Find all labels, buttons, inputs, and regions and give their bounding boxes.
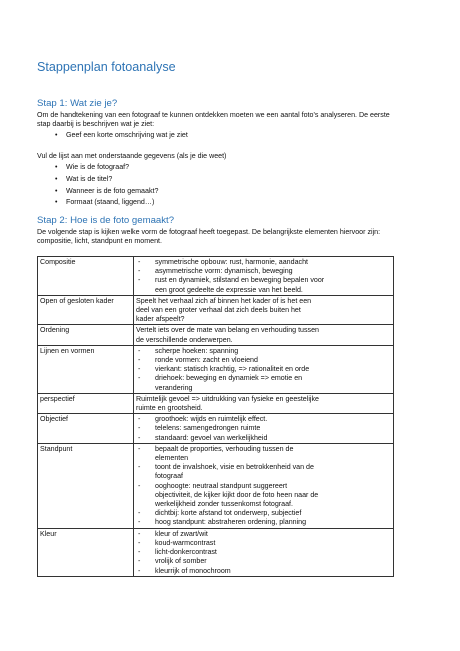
dash-item: - rust en dynamiek, stilstand en beweging bepalen voor [136,276,391,285]
dash-item: - koud-warmcontrast [136,539,391,548]
dash-item: - vrolijk of somber [136,557,391,566]
row-description [134,257,394,296]
row-label: Objectief [38,414,134,444]
step2-heading: Stap 2: Hoe is de foto gemaakt? [37,215,175,226]
table-row [38,325,394,345]
dash-item: - ooghoogte: neutraal standpunt suggereert [136,482,391,491]
description-line: een groot gedeelte de expressie van het beeld. [155,285,303,294]
dash-item: - hoog standpunt: abstraheren ordening, planning [136,518,391,527]
step1-heading: Stap 1: Wat zie je? [37,98,118,109]
dash-item: - driehoek: beweging en dynamiek => emotie en [136,374,391,383]
dash-item: - standaard: gevoel van werkelijkheid [136,434,391,443]
description-line: verandering [155,383,193,392]
dash-item: - symmetrische opbouw: rust, harmonie, aandacht [136,258,391,267]
row-description [134,325,394,345]
row-label: Lijnen en vormen [38,345,134,393]
row-description [134,414,394,444]
description-line: ruimte en grootsheid. [136,404,203,413]
dash-item: - kleurrijk of monochroom [136,567,391,576]
dash-item: - scherpe hoeken: spanning [136,347,391,356]
table-row [38,257,394,296]
description-line: Vertelt iets over de mate van belang en verhouding tussen [136,326,319,335]
step1-item: • Wie is de fotograaf? [66,162,397,174]
description-line: werkelijkheid zonder tussenkomst fotograaf. [155,500,294,509]
description-line: objectiviteit, de kijker kijkt door de foto heen naar de [155,490,319,499]
step1-bullet: • Geef een korte omschrijving wat je ziet [66,130,397,142]
row-label: perspectief [38,393,134,413]
step1-list-intro: Vul de lijst aan met onderstaande gegevens (als je die weet) [37,152,227,161]
description-line: Ruimtelijk gevoel => uitdrukking van fysieke en geestelijke [136,394,319,403]
step1-intro: Om de handtekening van een fotograaf te kunnen ontdekken moeten we een aantal foto's analyseren. De eerste stap daarbij is beschrijven wat je ziet: [37,111,390,129]
row-description [134,528,394,576]
row-description [134,345,394,393]
dash-item: - groothoek: wijds en ruimtelijk effect. [136,415,391,424]
dash-item: - ronde vormen: zacht en vloeiend [136,356,391,365]
table-row [38,528,394,576]
row-description [134,443,394,528]
table-row [38,414,394,444]
dash-item: - bepaalt de proporties, verhouding tussen de [136,445,391,454]
description-line: kader afspeelt? [136,315,185,324]
step1-bullet-list [37,130,397,142]
dash-item: - licht-donkercontrast [136,548,391,557]
step1-item: • Wanneer is de foto gemaakt? [66,186,397,198]
step2-intro: De volgende stap is kijken welke vorm de fotograaf heeft toegepast. De belangrijkste elementen hiervoor zijn: compositie, licht, standpunt en moment. [37,228,381,246]
dash-item: - kleur of zwart/wit [136,530,391,539]
dash-item: - toont de invalshoek, visie en betrokkenheid van de [136,463,391,472]
row-label: Open of gesloten kader [38,295,134,325]
table-row [38,345,394,393]
row-label: Standpunt [38,443,134,528]
step1-section [37,98,397,209]
dash-item: - dichtbij: korte afstand tot onderwerp, subjectief [136,509,391,518]
dash-item: - asymmetrische vorm: dynamisch, beweging [136,267,391,276]
description-line: de verschillende onderwerpen. [136,335,233,344]
row-label: Kleur [38,528,134,576]
row-label: Ordening [38,325,134,345]
description-line: fotograaf [155,472,184,481]
step2-section [37,215,397,247]
step1-item: • Formaat (staand, liggend…) [66,197,397,209]
table-row [38,393,394,413]
step1-item: • Wat is de titel? [66,174,397,186]
row-description [134,295,394,325]
description-line: Speelt het verhaal zich af binnen het kader of is het een [136,296,312,305]
dash-item: - telelens: samengedrongen ruimte [136,424,391,433]
dash-item: - vierkant: statisch krachtig, => rationaliteit en orde [136,365,391,374]
table-row [38,443,394,528]
document-title: Stappenplan fotoanalyse [37,60,176,74]
step1-items-list [37,162,397,208]
elements-table [37,256,394,577]
row-label: Compositie [38,257,134,296]
row-description [134,393,394,413]
table-row [38,295,394,325]
description-line: elementen [155,454,189,463]
description-line: deel van een groter verhaal dat zich deels buiten het [136,306,301,315]
